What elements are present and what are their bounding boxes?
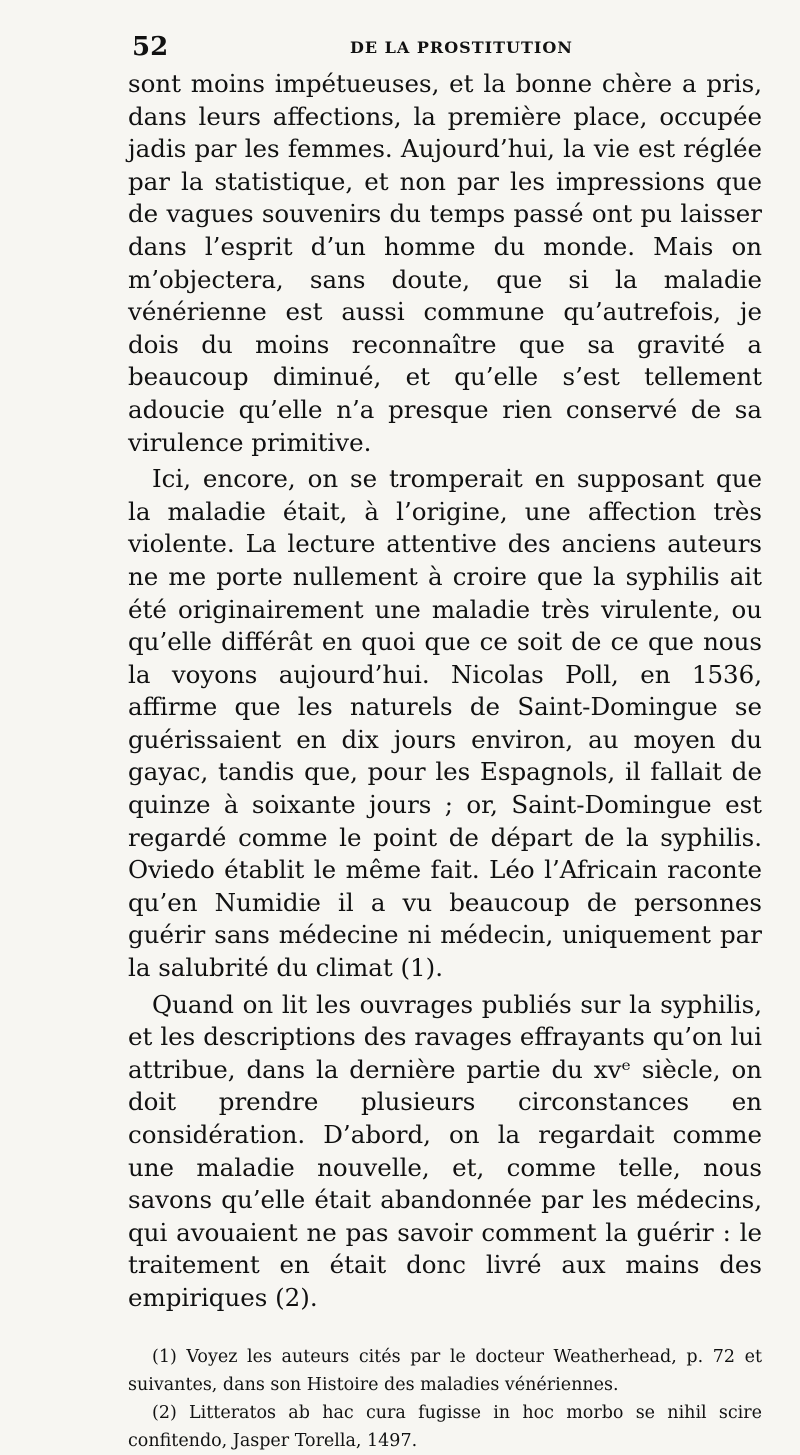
paragraph-1: sont moins impétueuses, et la bonne chère a pris, dans leurs affections, la première place, occupée jadis par les femmes. Aujourd’hui, la vie est réglée par la statistique, et non par les impressions que de vagues souvenirs du temps passé ont pu laisser dans l’esprit d’un homme du monde. Mais on m’objectera, sans doute, que si la maladie vénérienne est aussi commune qu’autrefois, je dois du moins reconnaître que sa gravité a beaucoup diminué, et qu’elle s’est tellement adoucie qu’elle n’a presque rien conservé de sa virulence primitive. — [128, 69, 762, 457]
footnote-2: (2) Litteratos ab hac cura fugisse in hoc morbo se nihil scire confitendo, Jasper Torella, 1497. — [128, 1402, 762, 1451]
page-number: 52 — [132, 32, 169, 62]
footnote-1: (1) Voyez les auteurs cités par le docteur Weatherhead, p. 72 et suivantes, dans son Histoire des maladies vénériennes. — [128, 1346, 762, 1395]
footnotes — [128, 1343, 762, 1455]
body-text — [128, 68, 762, 1315]
page-header — [128, 28, 762, 68]
running-title: DE LA PROSTITUTION — [350, 38, 573, 57]
paragraph-3: Quand on lit les ouvrages publiés sur la syphilis, et les descriptions des ravages effrayants qu’on lui attribue, dans la dernière partie du xvᵉ siècle, on doit prendre plusieurs circonstances en considération. D’abord, on la regardait comme une maladie nouvelle, et, comme telle, nous savons qu’elle était abandonnée par les médecins, qui avouaient ne pas savoir comment la guérir : le traitement en était donc livré aux mains des empiriques (2). — [128, 989, 762, 1312]
paragraph-2: Ici, encore, on se tromperait en supposant que la maladie était, à l’origine, une affection très violente. La lecture attentive des anciens auteurs ne me porte nullement à croire que la syphilis ait été originairement une maladie très virulente, ou qu’elle différât en quoi que ce soit de ce que nous la voyons aujourd’hui. Nicolas Poll, en 1536, affirme que les naturels de Saint-Domingue se guérissaient en dix jours environ, au moyen du gayac, tandis que, pour les Espagnols, il fallait de quinze à soixante jours ; or, Saint-Domingue est regardé comme le point de départ de la syphilis. Oviedo établit le même fait. Léo l’Africain raconte qu’en Numidie il a vu beaucoup de personnes guérir sans médecine ni médecin, uniquement par la salubrité du climat (1). — [128, 464, 762, 983]
